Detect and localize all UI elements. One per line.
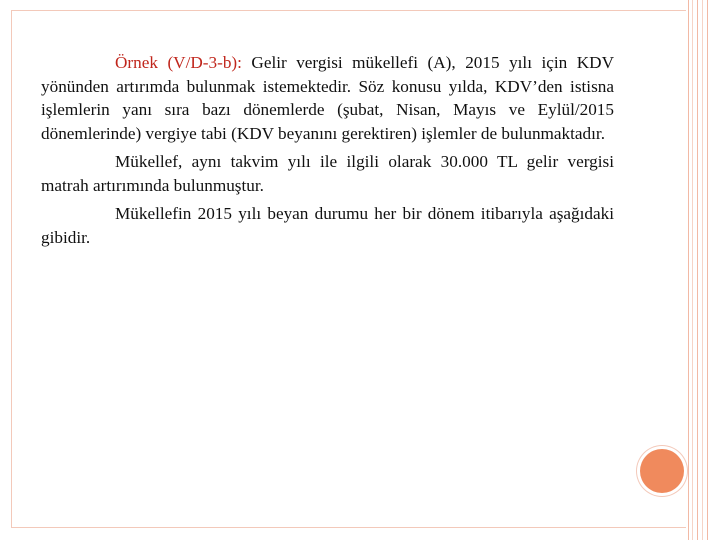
decorative-line [697, 0, 698, 540]
decorative-line [692, 0, 693, 540]
decorative-line [702, 0, 703, 540]
paragraph-example [41, 51, 614, 145]
paragraph-example-text: Gelir vergisi mükellefi (A), 2015 yılı için KDV yönünden artırımda bulunmak istemektedir. Söz konusu yılda, KDV’den istisna işlemlerin yanı sıra bazı dönemlerde (şubat, Nisan, Mayıs ve Eylül/2015 dönemlerinde) vergiye tabi (KDV beyanını gerektiren) işlemler de bulunmaktadır. [41, 53, 614, 143]
paragraph-status: Mükellefin 2015 yılı beyan durumu her bir dönem itibarıyla aşağıdaki gibidir. [41, 204, 614, 247]
slide-content [41, 51, 614, 249]
decorative-line [688, 0, 689, 540]
decorative-circle [640, 449, 684, 493]
decorative-line [707, 0, 708, 540]
example-label: Örnek (V/D-3-b): [115, 53, 242, 72]
paragraph-taxpayer: Mükellef, aynı takvim yılı ile ilgili olarak 30.000 TL gelir vergisi matrah artırımında bulunmuştur. [41, 152, 614, 195]
